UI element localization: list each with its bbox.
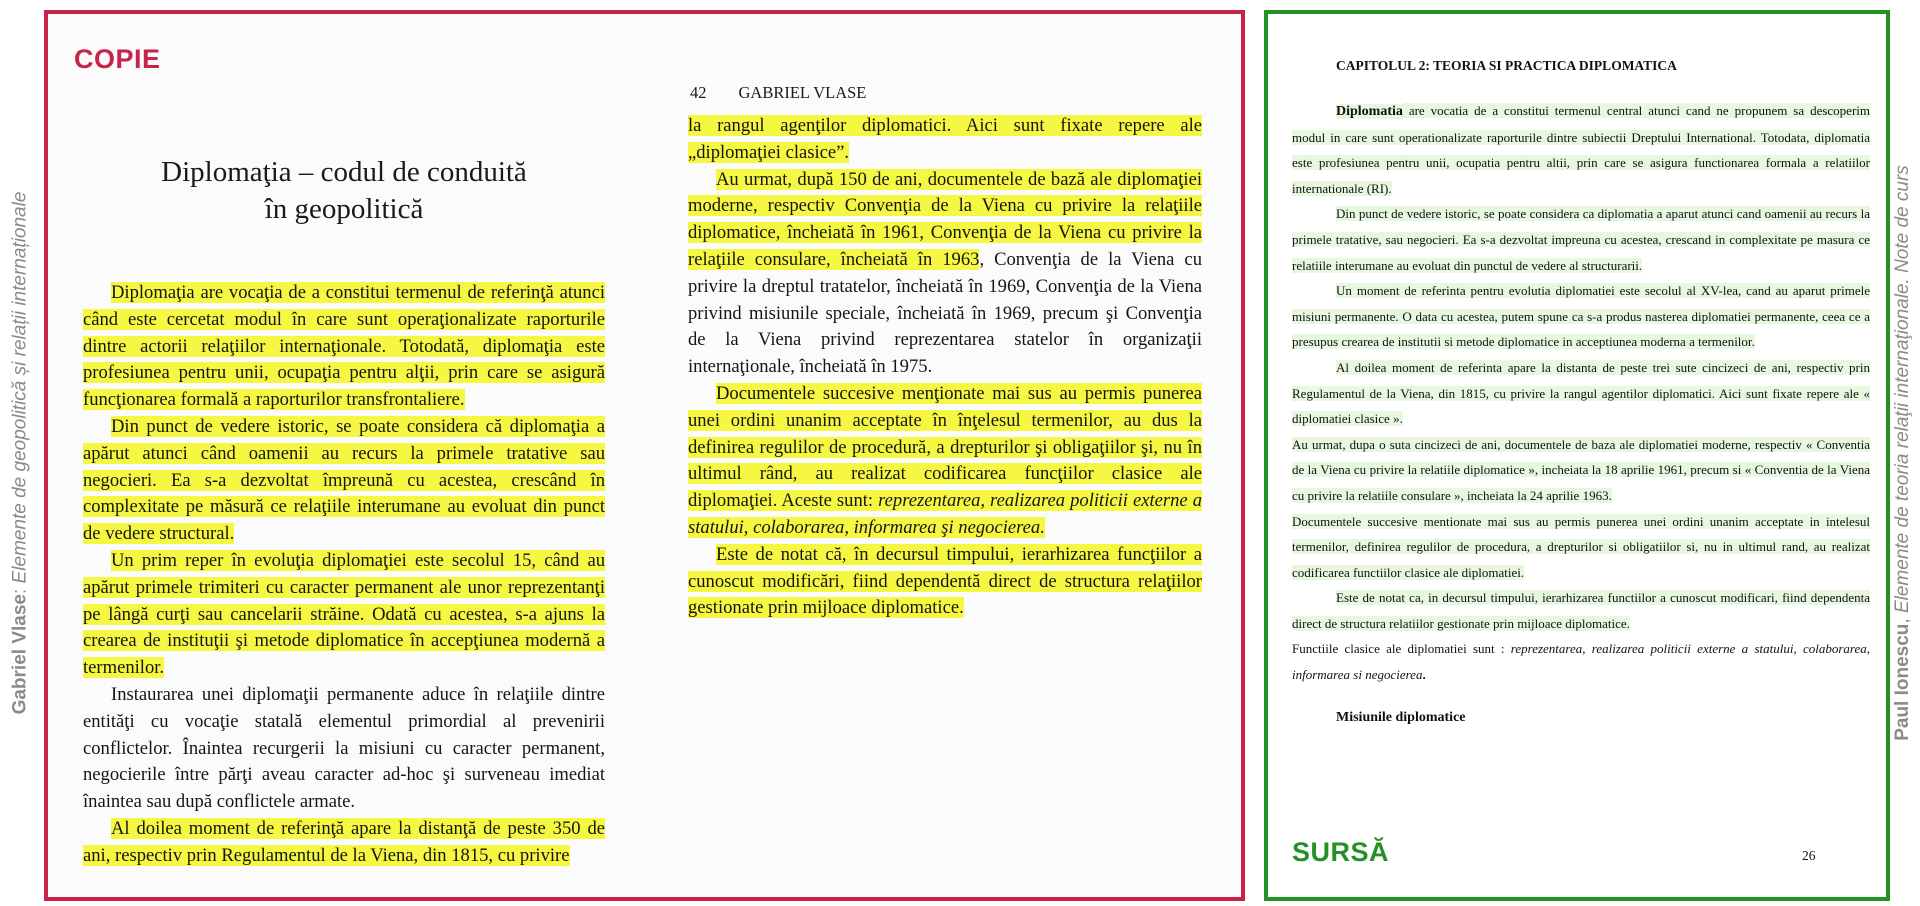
book-title-line2: în geopolitică bbox=[264, 193, 424, 225]
source-paragraph bbox=[1292, 98, 1870, 201]
source-stamp: SURSĂ bbox=[1292, 837, 1390, 867]
source-body bbox=[1292, 98, 1870, 688]
right-side-caption: Paul Ionescu, Elemente de teoria relaţii internaţionale. Note de curs bbox=[1892, 165, 1914, 741]
source-subheading: Misiunile diplomatice bbox=[1336, 709, 1466, 725]
book-left-body bbox=[83, 280, 605, 870]
highlighted-text: are vocatia de a constitui termenul central atunci cand ne propunem sa descoperim modul in care sunt operationalizate raporturile dintre subiectii Dreptului International. Totodata, diplomatia este profesiunea pentru unii, ocupatia pentru altii, prin care se asigura functionarea formala a relatiilor internationale (RI). bbox=[1292, 103, 1870, 196]
highlighted-text: Din punct de vedere istoric, se poate considera ca diplomatia a aparut atunci cand oamenii au recurs la primele tratative, sau negocieri. Ea s-a dezvoltat impreuna cu acestea, crescand in complexitate pe masura ce relatiile interumane au evoluat din punctul de vedere al structurarii. bbox=[1292, 206, 1870, 273]
text-run: , Convenţia de la Viena cu privire la dreptul tratatelor, încheiată în 1969, Convenţia de la Viena privind misiunile speciale, încheiată în 1969, precum şi Convenţia de la Viena privind reprezentarea statelor în organizaţii internaţionale, încheiată în 1975. bbox=[688, 248, 1202, 378]
right-caption-title: Elemente de teoria relaţii internaţionale. Note de curs bbox=[1892, 165, 1914, 614]
source-chapter-heading: CAPITOLUL 2: TEORIA SI PRACTICA DIPLOMATICA bbox=[1336, 58, 1677, 73]
left-side-caption: Gabriel Vlase: Elemente de geopolitică și relații internaționale bbox=[9, 191, 31, 715]
book-right-page bbox=[688, 82, 1202, 622]
left-caption-author: Gabriel Vlase bbox=[9, 594, 31, 715]
highlighted-text: Documentele succesive menţionate mai sus au permis punerea unei ordini unanim acceptate în înţelesul termenilor, au dus la definirea regulilor de procedură, a drepturilor şi obligaţiilor şi, nu în ultimul rând, au realizat codificarea funcţiilor clasice ale diplomaţiei. Aceste sunt: bbox=[688, 382, 1202, 512]
highlighted-text: Al doilea moment de referinţă apare la distanţă de peste 350 de ani, respectiv prin Regulamentul de la Viena, din 1815, cu privire bbox=[83, 817, 605, 866]
highlighted-text: reprezentarea, realizarea politicii externe a statului, colaborarea, informarea şi negocierea. bbox=[688, 490, 1202, 538]
highlighted-text: Este de notat ca, in decursul timpului, ierarhizarea functiilor a cunoscut modificari, fiind dependenta direct de structura relatiilor gestionate prin mijloace diplomatice. bbox=[1292, 590, 1870, 631]
source-paragraph bbox=[1292, 278, 1870, 355]
book-running-header bbox=[688, 82, 1202, 104]
highlighted-text: Diplomatia bbox=[1336, 104, 1403, 119]
source-paragraph bbox=[1292, 355, 1870, 432]
book-title-line1: Diplomaţia – codul de conduită bbox=[161, 156, 527, 188]
book-left-page bbox=[83, 154, 605, 870]
book-chapter-title bbox=[83, 154, 605, 228]
book-paragraph bbox=[83, 816, 605, 870]
book-header-author: GABRIEL VLASE bbox=[738, 83, 867, 102]
highlighted-text: Documentele succesive mentionate mai sus au permis punerea unei ordini unanim acceptate in intelesul termenilor, definirea regulilor de procedura, a drepturilor si obligatiilor si, nu in ultimul rand, au realizat codificarea functiilor clasice ale diplomatiei. bbox=[1292, 513, 1870, 580]
highlighted-text: Al doilea moment de referinta apare la distanta de peste trei sute cincizeci de ani, respectiv prin Regulamentul de la Viena, din 1815, cu privire la rangul agentilor diplomatici. Aici sunt fixate repere ale « diplomatiei clasice ». bbox=[1292, 359, 1870, 427]
book-paragraph bbox=[688, 167, 1202, 381]
book-paragraph bbox=[83, 414, 605, 548]
book-paragraph bbox=[688, 381, 1202, 542]
highlighted-text: Au urmat, după 150 de ani, documentele de bază ale diplomaţiei moderne, respectiv Convenţia de la Viena cu privire la relaţiile diplomatice, încheiată în 1961, Convenţia de la Viena cu privire la relaţiile consulare, încheiată în 1963 bbox=[688, 168, 1202, 270]
book-right-body bbox=[688, 113, 1202, 622]
source-document bbox=[1292, 58, 1870, 726]
highlighted-text: Un prim reper în evoluţia diplomaţiei este secolul 15, când au apărut primele trimiteri cu caracter permanent ale unor reprezentanţi pe lângă curţi sau cancelarii străine. Odată cu acestea, s-a ajuns la crearea de instituţii şi metode diplomatice în accepţiunea modernă a termenilor. bbox=[83, 549, 605, 679]
source-paragraph bbox=[1292, 432, 1870, 509]
source-paragraph bbox=[1292, 585, 1870, 636]
highlighted-text: Este de notat că, în decursul timpului, ierarhizarea funcţiilor a cunoscut modificări, fiind dependentă direct de structura relaţiilor gestionate prin mijloace diplomatice. bbox=[688, 543, 1202, 619]
copy-stamp: COPIE bbox=[74, 44, 161, 74]
text-run: Functiile clasice ale diplomatiei sunt : bbox=[1292, 641, 1511, 657]
highlighted-text: la rangul agenţilor diplomatici. Aici sunt fixate repere ale „diplomaţiei clasice”. bbox=[688, 115, 1202, 163]
book-paragraph bbox=[83, 682, 605, 816]
highlighted-text: Un moment de referinta pentru evolutia diplomatiei este secolul al XV-lea, cand au aparut primele misiuni permanente. O data cu acestea, putem spune ca s-a produs nasterea diplomatiei permanente, ceea ce a presupus crearea de institutii si metode diplomatice in acceptiunea moderna a termenilor. bbox=[1292, 283, 1870, 350]
text-run: reprezentarea, realizarea politicii externe a statului, colaborarea, informarea si negocierea bbox=[1292, 641, 1870, 683]
source-paragraph bbox=[1292, 636, 1870, 687]
text-run: . bbox=[1422, 667, 1426, 683]
book-paragraph bbox=[83, 280, 605, 414]
highlighted-text: Diplomaţia are vocaţia de a constitui termenul de referinţă atunci când este cercetat modul în care sunt operaţionalizate raporturile dintre actorii relaţiilor internaţionale. Totodată, diplomaţia este profesiunea pentru unii, ocupaţia pentru alţii, prin care se asigură funcţionarea formală a raporturilor transfrontaliere. bbox=[83, 282, 605, 411]
source-paragraph bbox=[1292, 509, 1870, 586]
source-paragraph bbox=[1292, 201, 1870, 278]
highlighted-text: Din punct de vedere istoric, se poate considera că diplomaţia a apărut atunci când oamenii au recurs la primele tratative sau negocieri. Ea s-a dezvoltat împreună cu acestea, crescând în complexitate pe măsură ce relaţiile interumane au evoluat din punct de vedere structural. bbox=[83, 415, 605, 545]
book-paragraph bbox=[83, 548, 605, 682]
book-page-number: 42 bbox=[690, 83, 707, 102]
book-paragraph bbox=[688, 113, 1202, 167]
book-paragraph bbox=[688, 542, 1202, 622]
left-caption-title: Elemente de geopolitică și relații internaționale bbox=[9, 191, 31, 584]
copy-panel bbox=[44, 10, 1245, 901]
text-run: Instaurarea unei diplomaţii permanente aduce în relaţiile dintre entităţi cu vocaţie statală elementul primordial al prevenirii conflictelor. Înaintea recurgerii la misiuni cu caracter permanent, negocierile între părţi aveau caracter ad-hoc şi surveneau imediat înaintea sau după conflictele armate. bbox=[83, 683, 605, 813]
highlighted-text: Au urmat, dupa o suta cincizeci de ani, documentele de baza ale diplomatiei moderne, respectiv « Conventia de la Viena cu privire la relatiile diplomatice », incheiata la 18 aprilie 1961, precum si « Conventia de la Viena cu privire la relatiile consulare », incheiata la 24 aprilie 1963. bbox=[1292, 436, 1870, 503]
right-caption-author: Paul Ionescu bbox=[1892, 623, 1914, 741]
source-panel bbox=[1264, 10, 1890, 901]
source-page-number: 26 bbox=[1802, 848, 1816, 863]
